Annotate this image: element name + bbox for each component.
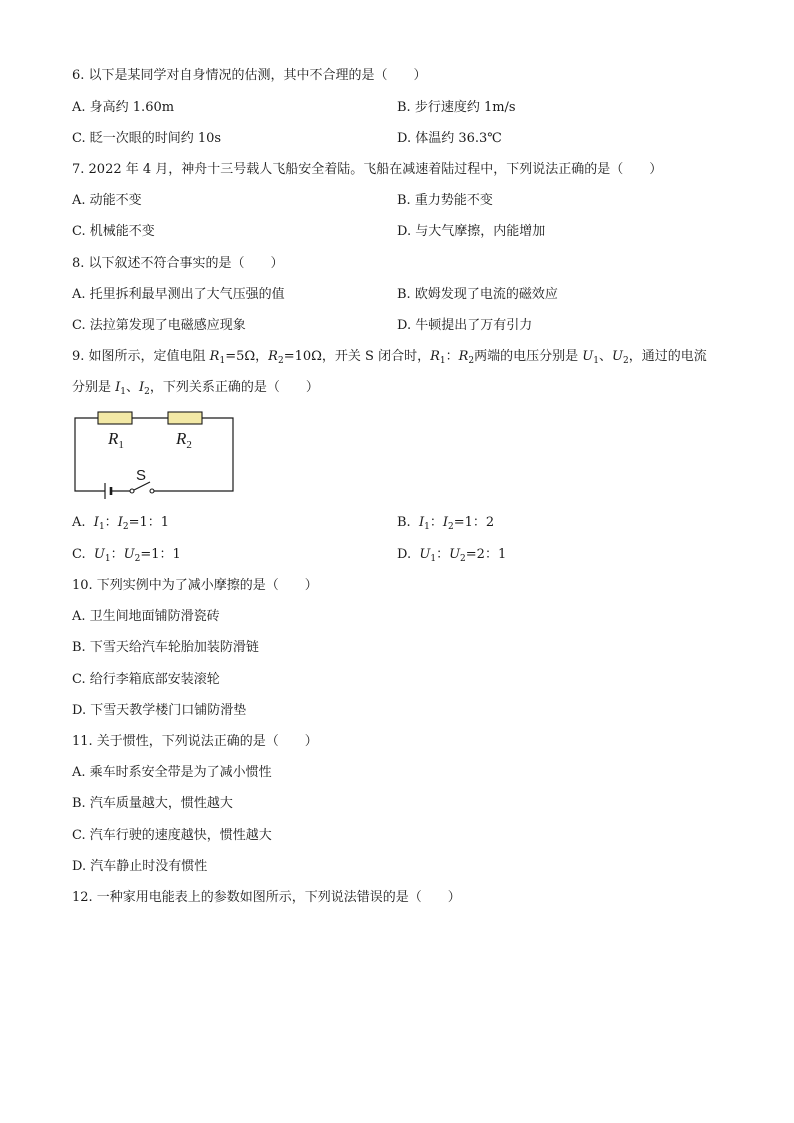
question-11-stem: 11. 关于惯性，下列说法正确的是（ ） [72, 734, 318, 749]
option-ratio: =1：1 [140, 547, 181, 562]
option-ratio: =1：2 [453, 515, 495, 530]
label-r2: $R_2$ [176, 429, 192, 451]
question-8-stem: 8. 以下叙述不符合事实的是（ ） [72, 256, 284, 271]
question-11-option-d: D. 汽车静止时没有惯性 [72, 859, 208, 874]
question-10-option-c: C. 给行李箱底部安装滚轮 [72, 672, 220, 687]
var-u: U [123, 547, 135, 562]
question-6-stem: 6. 以下是某同学对自身情况的估测，其中不合理的是（ ） [72, 68, 427, 83]
var-i: I [115, 380, 121, 395]
subscript: 2 [144, 387, 150, 397]
question-8-option-a: A. 托里拆利最早测出了大气压强的值 [72, 287, 285, 302]
stem-text: ，通过的电流 [628, 349, 707, 364]
option-letter: C. [72, 547, 86, 562]
stem-text: =10Ω，开关 S 闭合时， [283, 349, 431, 364]
question-10-option-a: A. 卫生间地面铺防滑瓷砖 [72, 609, 220, 624]
var-r: R [268, 349, 278, 364]
stem-text: 、 [126, 380, 140, 395]
question-7-stem: 7. 2022 年 4 月，神舟十三号载人飞船安全着陆。飞船在减速着陆过程中，下列说法正确的是（ ） [72, 162, 663, 177]
question-9-option-c [72, 546, 181, 564]
subscript: 2 [468, 356, 475, 366]
switch-contact-left [130, 489, 134, 493]
subscript: 2 [622, 356, 629, 366]
question-9-option-d [397, 546, 506, 564]
wire-left [75, 418, 105, 491]
subscript: 1 [430, 554, 437, 564]
option-letter: B. [397, 515, 411, 530]
var-i: I [139, 380, 145, 395]
var-r: R [209, 349, 220, 364]
stem-text: 9. 如图所示，定值电阻 [72, 349, 210, 364]
var-i: I [442, 515, 448, 530]
question-10-option-d: D. 下雪天教学楼门口铺防滑垫 [72, 703, 247, 718]
question-8-option-c: C. 法拉第发现了电磁感应现象 [72, 318, 246, 333]
question-9-stem-line-2 [72, 379, 319, 397]
subscript: 1 [424, 522, 430, 532]
resistor-r1 [98, 412, 132, 424]
question-11-option-a: A. 乘车时系安全带是为了减小惯性 [72, 765, 272, 780]
subscript: 2 [277, 356, 284, 366]
question-6-option-a: A. 身高约 1.60m [72, 100, 175, 115]
subscript: 1 [439, 356, 446, 366]
option-sep: ： [436, 547, 450, 562]
question-10-option-b: B. 下雪天给汽车轮胎加装防滑链 [72, 640, 259, 655]
question-9-option-b [397, 514, 494, 532]
var-u: U [612, 349, 623, 364]
question-9-stem-line-1 [72, 348, 707, 366]
question-6-option-c: C. 眨一次眼的时间约 10s [72, 131, 222, 146]
option-letter: A. [72, 515, 86, 530]
circuit-diagram [72, 405, 242, 500]
subscript: 2 [134, 554, 141, 564]
question-12-stem: 12. 一种家用电能表上的参数如图所示，下列说法错误的是（ ） [72, 890, 461, 905]
var-u: U [419, 547, 431, 562]
question-11-option-b: B. 汽车质量越大，惯性越大 [72, 796, 233, 811]
stem-text: 两端的电压分别是 [474, 349, 583, 364]
question-6-option-d: D. 体温约 36.3℃ [397, 131, 502, 146]
stem-text: =5Ω， [225, 349, 269, 364]
var-u: U [449, 547, 461, 562]
question-7-option-b: B. 重力势能不变 [397, 193, 493, 208]
subscript: 2 [122, 522, 129, 532]
switch-contact-right [150, 489, 154, 493]
option-sep: ： [110, 547, 124, 562]
wire-right [152, 418, 233, 491]
label-r1: $R_1$ [108, 429, 124, 451]
question-8-option-b: B. 欧姆发现了电流的磁效应 [397, 287, 558, 302]
subscript: 2 [460, 554, 466, 564]
subscript: 1 [219, 356, 226, 366]
var-u: U [93, 547, 105, 562]
subscript: 2 [447, 522, 454, 532]
option-sep: ： [429, 515, 443, 530]
resistor-r2 [168, 412, 202, 424]
var-i: I [93, 515, 99, 530]
subscript: 1 [120, 387, 127, 397]
var-u: U [582, 349, 594, 364]
subscript: 1 [104, 554, 111, 564]
subscript: 1 [593, 356, 599, 366]
stem-text: ： [445, 349, 459, 364]
label-switch: S [136, 467, 147, 484]
stem-text: ，下列关系正确的是（ ） [149, 380, 319, 395]
var-r: R [430, 349, 440, 364]
question-7-option-d: D. 与大气摩擦，内能增加 [397, 224, 546, 239]
question-7-option-a: A. 动能不变 [72, 193, 142, 208]
option-ratio: =1：1 [128, 515, 169, 530]
question-11-option-c: C. 汽车行驶的速度越快，惯性越大 [72, 828, 272, 843]
question-8-option-d: D. 牛顿提出了万有引力 [397, 318, 533, 333]
option-letter: D. [397, 547, 412, 562]
subscript: 1 [98, 522, 105, 532]
var-r: R [458, 349, 469, 364]
var-i: I [418, 515, 425, 530]
question-9-option-a [72, 514, 169, 532]
question-10-stem: 10. 下列实例中为了减小摩擦的是（ ） [72, 578, 318, 593]
question-7-option-c: C. 机械能不变 [72, 224, 155, 239]
option-ratio: =2：1 [465, 547, 507, 562]
option-sep: ： [104, 515, 118, 530]
var-i: I [117, 515, 123, 530]
stem-text: 、 [599, 349, 613, 364]
question-6-option-b: B. 步行速度约 1m/s [397, 100, 516, 115]
stem-text: 分别是 [72, 380, 116, 395]
